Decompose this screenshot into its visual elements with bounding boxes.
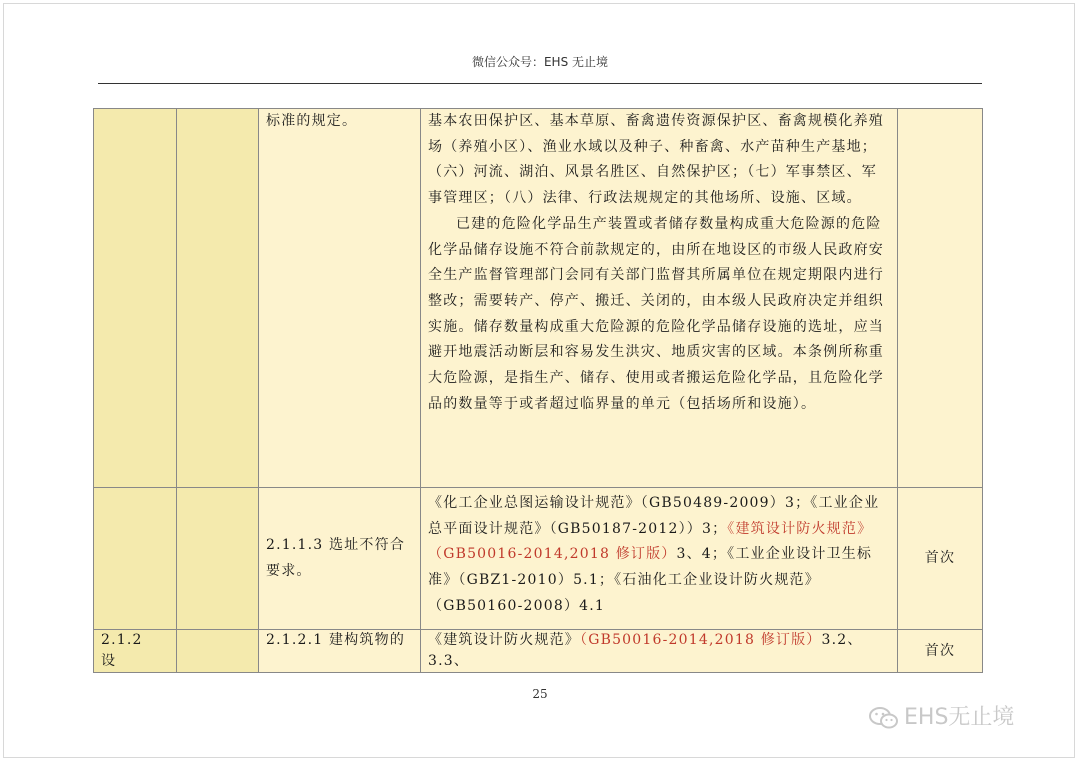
basis-paragraph: 基本农田保护区、基本草原、畜禽遗传资源保护区、畜禽规模化养殖场（养殖小区）、渔业水域以及种子、种畜禽、水产苗种生产基地；（六）河流、湖泊、风景名胜区、自然保护区；（七）军事禁区、军事管理区；（八）法律、行政法规规定的其他场所、设施、区域。 — [428, 113, 884, 207]
table-cell-item: 2.1.2.1 建构筑物的 — [259, 630, 421, 673]
basis-paragraph: 已建的危险化学品生产装置或者储存数量构成重大危险源的危险化学品储存设施不符合前款规定的，由所在地设区的市级人民政府安全生产监督管理部门会同有关部门监督其所属单位在规定期限内进行整改；需要转产、停产、搬迁、关闭的，由本级人民政府决定并组织实施。储存数量构成重大危险源的危险化学品储存设施的选址，应当避开地震活动断层和容易发生洪灾、地质灾害的区域。本条例所称重大危险源，是指生产、储存、使用或者搬运危险化学品，且危险化学品的数量等于或者超过临界量的单元（包括场所和设施）。 — [428, 215, 884, 412]
basis-text-highlight: 《建筑设计防火规范》（GB50016-2014,2018 修订版） — [428, 520, 873, 563]
page-number: 25 — [532, 687, 548, 701]
watermark-text: EHS无止境 — [904, 705, 1015, 730]
basis-text: 《化工企业总图运输设计规范》（GB50489-2009）3；《工业企业总平面设计规范》（GB50187-2012））3； — [428, 495, 880, 537]
basis-text-highlight: （GB50016-2014,2018 修订版） — [580, 632, 822, 648]
table-cell-section — [94, 488, 177, 630]
table-cell-basis — [421, 630, 898, 673]
page-header: 微信公众号：EHS 无止境 — [471, 55, 609, 69]
basis-text: 3、4；《工业企业设计卫生标准》（GBZ1-2010）5.1；《石油化工企业设计防火规范》（GB50160-2008）4.1 — [428, 546, 873, 614]
basis-text: 3.2、3.3、 — [428, 632, 863, 669]
regulation-table — [93, 108, 982, 669]
table-row — [94, 488, 983, 630]
table-cell-subsection — [177, 488, 259, 630]
table-cell-frequency — [898, 109, 983, 488]
table-cell-basis — [421, 109, 898, 488]
table-cell-section: 2.1.2 设 — [94, 630, 177, 673]
table-row — [94, 630, 983, 673]
table-cell-basis — [421, 488, 898, 630]
wechat-icon — [868, 705, 900, 731]
table-cell-item: 2.1.1.3 选址不符合要求。 — [259, 488, 421, 630]
table-row — [94, 109, 983, 488]
table-cell-item: 标准的规定。 — [259, 109, 421, 488]
table-cell-section — [94, 109, 177, 488]
table-cell-subsection — [177, 109, 259, 488]
table-cell-subsection — [177, 630, 259, 673]
header-rule — [98, 83, 982, 84]
table-cell-frequency: 首次 — [898, 488, 983, 630]
basis-text: 《建筑设计防火规范》 — [428, 632, 580, 648]
watermark — [868, 700, 1014, 731]
table-cell-frequency: 首次 — [898, 630, 983, 673]
